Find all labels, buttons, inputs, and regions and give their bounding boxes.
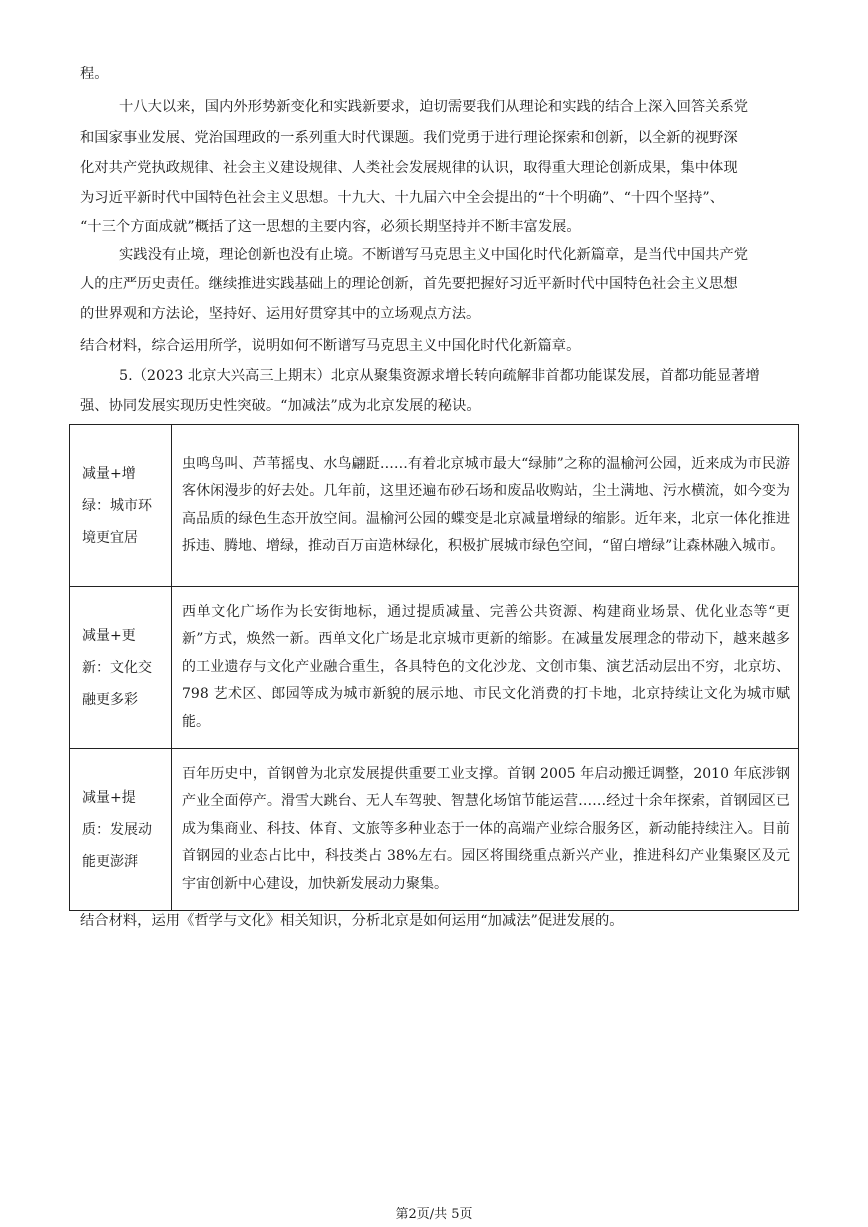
row-label-line: 减量+更 bbox=[82, 627, 136, 644]
table-row bbox=[70, 587, 799, 749]
question-heading: 强、协同发展实现历史性突破。“加减法”成为北京发展的秘诀。 bbox=[80, 398, 481, 414]
row-label bbox=[70, 587, 172, 749]
question-prompt: 结合材料，综合运用所学，说明如何不断谱写马克思主义中国化时代化新篇章。 bbox=[80, 338, 581, 354]
paragraph-line: 化对共产党执政规律、社会主义建设规律、人类社会发展规律的认识，取得重大理论创新成果，集中体现 bbox=[80, 160, 738, 176]
material-table bbox=[69, 424, 799, 911]
table-row bbox=[70, 425, 799, 587]
page-number: 第2页/共 5页 bbox=[395, 1207, 473, 1222]
row-label-line: 减量+增 bbox=[82, 465, 136, 482]
text-line: 程。 bbox=[80, 66, 109, 82]
row-label-line: 减量+提 bbox=[82, 789, 136, 806]
row-label bbox=[70, 425, 172, 587]
paragraph-line: 为习近平新时代中国特色社会主义思想。十九大、十九届六中全会提出的“十个明确”、“十四个坚持”、 bbox=[80, 190, 724, 206]
row-text: 虫鸣鸟叫、芦苇摇曳、水鸟翩跹……有着北京城市最大“绿肺”之称的温榆河公园，近来成为市民游客休闲漫步的好去处。几年前，这里还遍布砂石场和废品收购站，尘土满地、污水横流，如今变为高品质的绿色生态开放空间。温榆河公园的蝶变是北京减量增绿的缩影。近年来，北京一体化推进拆违、腾地、增绿，推动百万亩造林绿化，积极扩展城市绿色空间，“留白增绿”让森林融入城市。 bbox=[172, 425, 799, 587]
row-label-line: 新：文化交 bbox=[82, 659, 152, 676]
paragraph-line: 的世界观和方法论，坚持好、运用好贯穿其中的立场观点方法。 bbox=[80, 306, 481, 322]
row-label-line: 融更多彩 bbox=[82, 691, 138, 708]
row-label-line: 质：发展动 bbox=[82, 821, 152, 838]
paragraph-line: 十八大以来，国内外形势新变化和实践新要求，迫切需要我们从理论和实践的结合上深入回答关系党 bbox=[119, 99, 749, 115]
paragraph-line: 人的庄严历史责任。继续推进实践基础上的理论创新，首先要把握好习近平新时代中国特色社会主义思想 bbox=[80, 276, 738, 292]
paragraph-line: “十三个方面成就”概括了这一思想的主要内容，必须长期坚持并不断丰富发展。 bbox=[80, 219, 581, 235]
row-text: 西单文化广场作为长安街地标，通过提质减量、完善公共资源、构建商业场景、优化业态等“更新”方式，焕然一新。西单文化广场是北京城市更新的缩影。在减量发展理念的带动下，越来越多的工业遗存与文化产业融合重生，各具特色的文化沙龙、文创市集、演艺活动层出不穷，北京坊、798 艺术区、郎园等成为城市新貌的展示地、市民文化消费的打卡地，北京持续让文化为城市赋能。 bbox=[172, 587, 799, 749]
row-label bbox=[70, 749, 172, 911]
question-heading: 5.（2023 北京大兴高三上期末）北京从聚集资源求增长转向疏解非首都功能谋发展，首都功能显著增 bbox=[119, 368, 760, 384]
row-text: 百年历史中，首钢曾为北京发展提供重要工业支撑。首钢 2005 年启动搬迁调整，2010 年底涉钢产业全面停产。滑雪大跳台、无人车驾驶、智慧化场馆节能运营……经过十余年探索，首钢园区已成为集商业、科技、体育、文旅等多种业态于一体的高端产业综合服务区，新动能持续注入。目前首钢园的业态占比中，科技类占 38%左右。园区将围绕重点新兴产业，推进科幻产业集聚区及元宇宙创新中心建设，加快新发展动力聚集。 bbox=[172, 749, 799, 911]
row-label-line: 绿：城市环 bbox=[82, 497, 152, 514]
table-row bbox=[70, 749, 799, 911]
row-label-line: 能更澎湃 bbox=[82, 853, 138, 870]
row-label-line: 境更宜居 bbox=[82, 529, 138, 546]
question-prompt: 结合材料，运用《哲学与文化》相关知识，分析北京是如何运用“加减法”促进发展的。 bbox=[80, 913, 624, 929]
paragraph-line: 实践没有止境，理论创新也没有止境。不断谱写马克思主义中国化时代化新篇章，是当代中国共产党 bbox=[119, 247, 749, 263]
paragraph-line: 和国家事业发展、党治国理政的一系列重大时代课题。我们党勇于进行理论探索和创新，以全新的视野深 bbox=[80, 130, 738, 146]
